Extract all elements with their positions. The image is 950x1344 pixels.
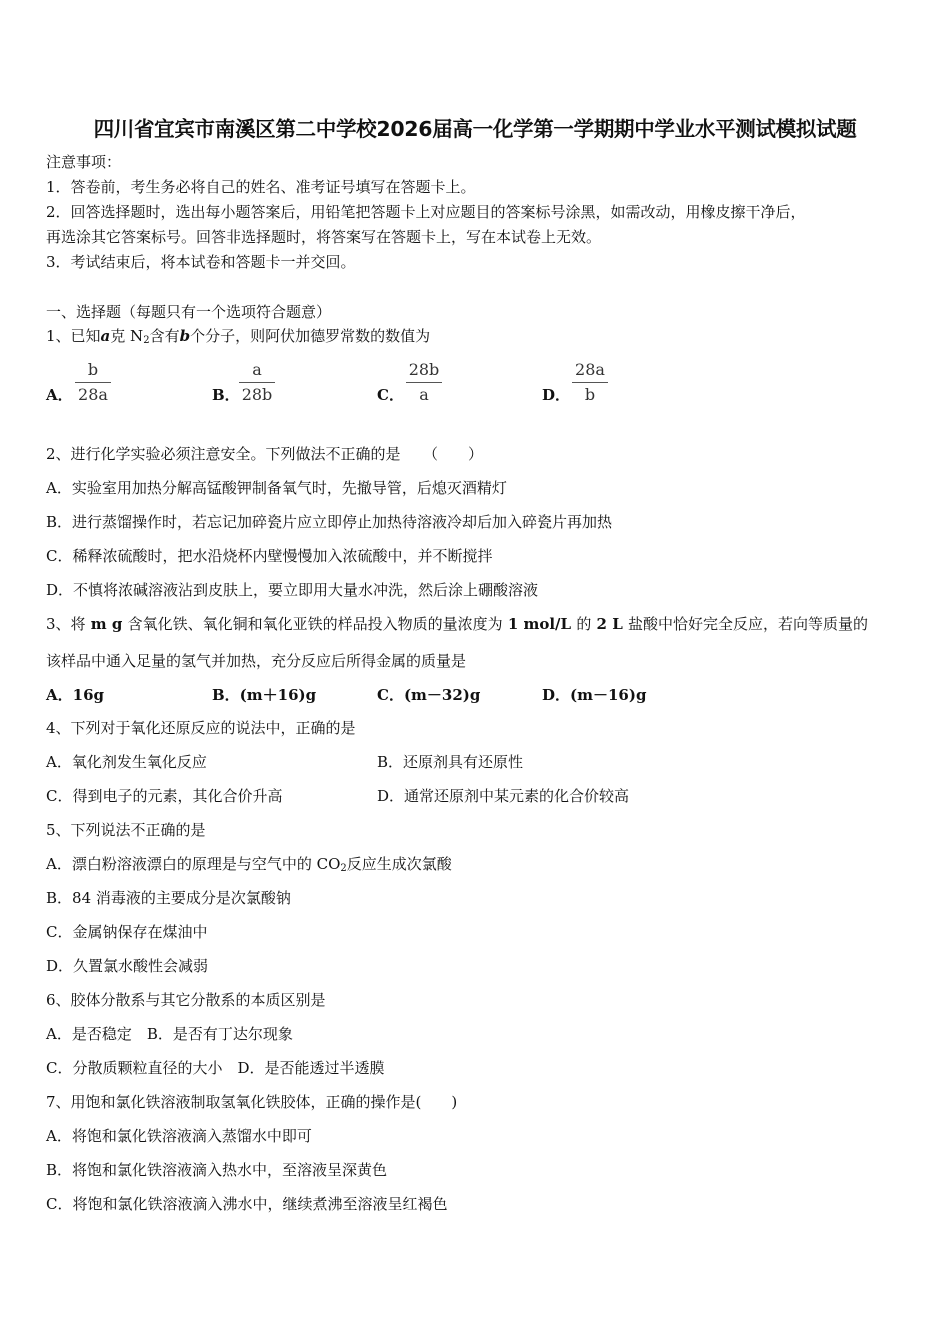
fraction: b 28a xyxy=(75,360,111,405)
page-title: 四川省宜宾市南溪区第二中学校2026届高一化学第一学期期中学业水平测试模拟试题 xyxy=(93,117,857,141)
notice-item: 2．回答选择题时，选出每小题答案后，用铅笔把答题卡上对应题目的答案标号涂黑，如需改动，用橡皮擦干净后， xyxy=(46,203,806,221)
option: D．不慎将浓碱溶液沾到皮肤上，要立即用大量水冲洗，然后涂上硼酸溶液 xyxy=(46,581,539,599)
option: C．金属钠保存在煤油中 xyxy=(46,923,208,941)
fraction: a 28b xyxy=(239,360,275,405)
notice-item: 3．考试结束后，将本试卷和答题卡一并交回。 xyxy=(46,253,356,271)
option: B．84 消毒液的主要成分是次氯酸钠 xyxy=(46,889,291,907)
option-row: C．分散质颗粒直径的大小 D．是否能透过半透膜 xyxy=(46,1059,385,1077)
option: B．(m＋16)g xyxy=(212,686,317,704)
option: A．氧化剂发生氧化反应 xyxy=(46,753,207,771)
option: D．久置氯水酸性会减弱 xyxy=(46,957,209,975)
question-3-stem: 3、将 m g 含氧化铁、氧化铜和氧化亚铁的样品投入物质的量浓度为 1 mol/L 的 2 L 盐酸中恰好完全反应，若向等质量的 xyxy=(46,615,868,633)
option-label: C． xyxy=(377,386,404,404)
option-row: A．是否稳定 B．是否有丁达尔现象 xyxy=(46,1025,293,1043)
notice-item: 再选涂其它答案标号。回答非选择题时，将答案写在答题卡上，写在本试卷上无效。 xyxy=(46,228,602,246)
option: C．得到电子的元素，其化合价升高 xyxy=(46,787,283,805)
question-7-stem: 7、用饱和氯化铁溶液制取氢氧化铁胶体，正确的操作是( ) xyxy=(46,1093,458,1111)
question-1-stem: 1、已知a克 $N_2$含有b个分子，则阿伏加德罗常数的数值为 xyxy=(46,327,431,346)
option: A．将饱和氯化铁溶液滴入蒸馏水中即可 xyxy=(46,1127,312,1145)
notice-heading: 注意事项： xyxy=(46,153,122,171)
option: C．将饱和氯化铁溶液滴入沸水中，继续煮沸至溶液呈红褐色 xyxy=(46,1195,448,1213)
option: C．(m－32)g xyxy=(377,686,481,704)
option: A．16g xyxy=(46,686,105,704)
fraction: 28a b xyxy=(572,360,608,405)
question-4-stem: 4、下列对于氧化还原反应的说法中，正确的是 xyxy=(46,719,356,737)
option: A．实验室用加热分解高锰酸钾制备氧气时，先撤导管，后熄灭酒精灯 xyxy=(46,479,507,497)
option: A．漂白粉溶液漂白的原理是与空气中的 $CO_2$反应生成次氯酸 xyxy=(46,855,452,874)
option-label: A． xyxy=(46,386,73,404)
question-5-stem: 5、下列说法不正确的是 xyxy=(46,821,206,839)
option-label: B． xyxy=(212,386,240,404)
fraction: 28b a xyxy=(406,360,442,405)
option: B．还原剂具有还原性 xyxy=(377,753,524,771)
option: D．(m－16)g xyxy=(542,686,647,704)
option: D．通常还原剂中某元素的化合价较高 xyxy=(377,787,630,805)
question-6-stem: 6、胶体分散系与其它分散系的本质区别是 xyxy=(46,991,326,1009)
option: C．稀释浓硫酸时，把水沿烧杯内壁慢慢加入浓硫酸中，并不断搅拌 xyxy=(46,547,493,565)
section-heading: 一、选择题（每题只有一个选项符合题意） xyxy=(46,303,332,321)
option-label: D． xyxy=(542,386,571,404)
notice-item: 1．答卷前，考生务必将自己的姓名、准考证号填写在答题卡上。 xyxy=(46,178,476,196)
option: B．进行蒸馏操作时，若忘记加碎瓷片应立即停止加热待溶液冷却后加入碎瓷片再加热 xyxy=(46,513,613,531)
question-2-stem: 2、进行化学实验必须注意安全。下列做法不正确的是 （ ） xyxy=(46,445,484,463)
question-3-stem-cont: 该样品中通入足量的氢气并加热，充分反应后所得金属的质量是 xyxy=(46,652,467,670)
option: B．将饱和氯化铁溶液滴入热水中，至溶液呈深黄色 xyxy=(46,1161,388,1179)
